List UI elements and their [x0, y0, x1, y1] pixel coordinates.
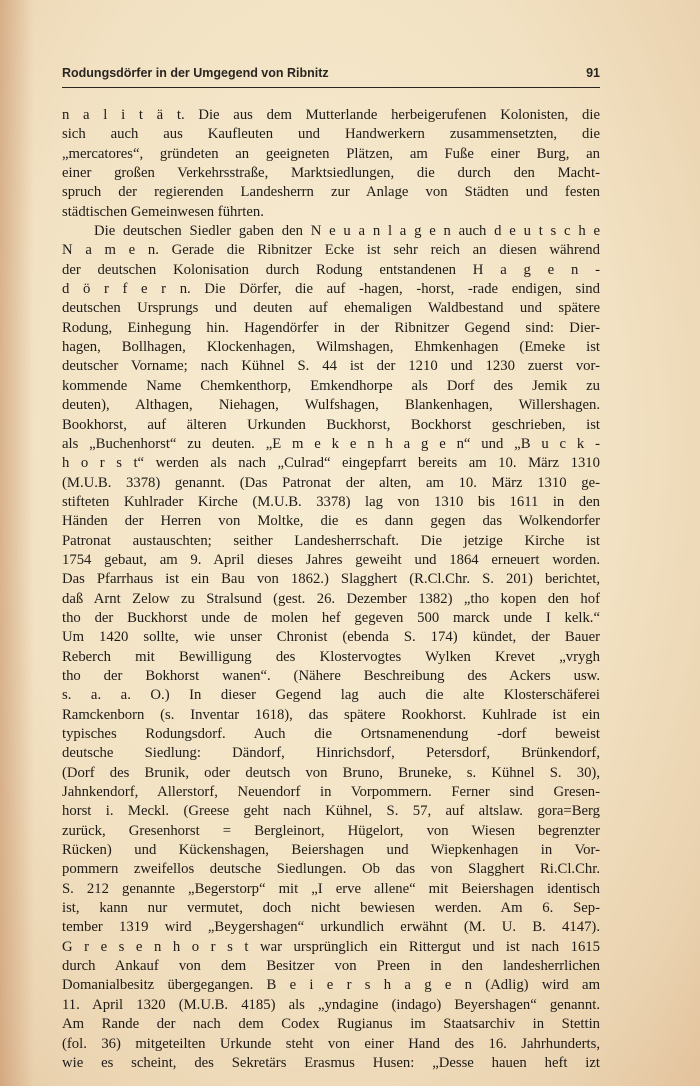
text-line: deuten), Althagen, Niehagen, Wulfshagen, Blankenhagen, Willershagen. — [62, 397, 600, 414]
text-line: h o r s t“ werden als nach „Culrad“ eingepfarrt bereits am 10. März 1310 — [62, 455, 600, 472]
text-line: tho der Bokhorst wanen“. (Nähere Beschreibung des Ackers usw. — [62, 667, 600, 684]
text-line: als „Buchenhorst“ zu deuten. „E m e k e n h a g e n“ und „B u c k - — [62, 435, 600, 452]
text-line: „mercatores“, gründeten an geeigneten Plätzen, am Fuße einer Burg, an — [62, 145, 600, 162]
text-line: hagen, Bollhagen, Klockenhagen, Wilmshagen, Ehmkenhagen (Emeke ist — [62, 339, 600, 356]
text-line: Am Rande der nach dem Codex Rugianus im Staatsarchiv in Stettin — [62, 1016, 600, 1033]
text-line: 11. April 1320 (M.U.B. 4185) als „yndagine (indago) Beyershagen“ genannt. — [62, 996, 600, 1013]
text-line: tember 1319 wird „Beygershagen“ urkundlich erwähnt (M. U. B. 4147). — [62, 919, 600, 936]
body-text — [62, 106, 600, 1073]
text-line: typisches Rodungsdorf. Auch die Ortsnamenendung -dorf beweist — [62, 726, 600, 742]
text-line: deutscher Vorname; nach Kühnel S. 44 ist der 1210 und 1230 zuerst vor- — [62, 358, 600, 375]
text-line: (Dorf des Brunik, oder deutsch von Bruno, Bruneke, s. Kühnel S. 30), — [62, 764, 600, 781]
text-line: einer großen Verkehrsstraße, Marktsiedlungen, die durch den Macht- — [62, 165, 600, 182]
text-line: pommern zweifellos deutsche Siedlungen. Ob das von Slagghert Ri.Cl.Chr. — [62, 861, 600, 878]
text-line: s. a. a. O.) In dieser Gegend lag auch die alte Klosterschäferei — [62, 687, 600, 704]
text-line: Patronat austauschten; seither Landesherrschaft. Die jetzige Kirche ist — [62, 532, 600, 549]
binding-shadow — [0, 0, 34, 1086]
page-number: 91 — [586, 66, 600, 80]
text-line: der deutschen Kolonisation durch Rodung entstandenen H a g e n - — [62, 261, 600, 278]
text-line: durch Ankauf von dem Besitzer von Preen in den landesherrlichen — [62, 958, 600, 975]
text-line: 1754 gebaut, am 9. April dieses Jahres geweiht und 1864 erneuert worden. — [62, 551, 600, 568]
text-line: zurück, Gresenhorst = Bergleinort, Hügelort, von Wiesen begrenzter — [62, 822, 600, 839]
text-line: sich auch aus Kaufleuten und Handwerkern zusammensetzten, die — [62, 126, 600, 143]
text-line: deutschen Ursprungs und deuten auf ehemaligen Waldbestand und spätere — [62, 300, 600, 317]
text-line: Bookhorst, auf älteren Urkunden Buckhorst, Bockhorst geschrieben, ist — [62, 416, 600, 433]
text-line: horst i. Meckl. (Greese geht nach Kühnel, S. 57, auf altslaw. gora=Berg — [62, 803, 600, 820]
text-line: d ö r f e r n. Die Dörfer, die auf -hagen, -horst, -rade endigen, sind — [62, 281, 600, 298]
text-line: (M.U.B. 3378) genannt. (Das Patronat der alten, am 10. März 1310 ge- — [62, 474, 600, 491]
text-line: G r e s e n h o r s t war ursprünglich ein Rittergut und ist nach 1615 — [62, 938, 600, 955]
text-line: Rücken) und Kückenshagen, Beiershagen und Wiepkenhagen in Vor- — [62, 842, 600, 859]
text-line: städtischen Gemeinwesen führten. — [62, 203, 264, 220]
text-line: S. 212 genannte „Begerstorp“ mit „I erve allene“ mit Beiershagen identisch — [62, 880, 600, 897]
text-line: Händen der Herren von Moltke, die es dann gegen das Wolkendorfer — [62, 513, 600, 530]
text-line: daß Arnt Zelow zu Stralsund (gest. 26. Dezember 1382) „tho kopen den hof — [62, 590, 600, 607]
text-line: spruch der regierenden Landesherrn zur Anlage von Städten und festen — [62, 184, 600, 201]
text-line: Ramckenborn (s. Inventar 1618), das spätere Rookhorst. Kuhlrade ist ein — [62, 706, 600, 723]
text-line: wie es scheint, des Sekretärs Erasmus Husen: „Desse hauen heft izt — [62, 1054, 600, 1071]
text-line: tho der Buckhorst unde de molen hef gegeven 500 marck unde I kelk.“ — [62, 609, 600, 626]
text-line: Um 1420 sollte, wie unser Chronist (ebenda S. 174) kündet, der Bauer — [62, 629, 600, 646]
paragraph — [62, 222, 600, 1073]
text-line: (fol. 36) mitgeteilten Urkunde steht von einer Hand des 16. Jahrhunderts, — [62, 1035, 600, 1052]
text-line: Reberch mit Bewilligung des Klostervogtes Wylken Krevet „vrygh — [62, 648, 600, 665]
text-line: ist, kann nur vermutet, doch nicht bewiesen werden. Am 6. Sep- — [62, 900, 600, 917]
running-title: Rodungsdörfer in der Umgegend von Ribnitz — [62, 66, 329, 80]
paragraph — [62, 106, 600, 222]
text-line: Das Pfarrhaus ist ein Bau von 1862.) Slagghert (R.Cl.Chr. S. 201) berichtet, — [62, 571, 600, 588]
text-line: deutsche Siedlung: Dändorf, Hinrichsdorf, Petersdorf, Brünkendorf, — [62, 745, 600, 762]
text-line: Rodung, Einhegung hin. Hagendörfer in der Ribnitzer Gegend sind: Dier- — [62, 319, 600, 336]
text-line: Die deutschen Siedler gaben den N e u a n l a g e n auch d e u t s c h e — [94, 223, 600, 240]
page-header — [62, 66, 600, 80]
text-line: Domanialbesitz übergegangen. B e i e r s h a g e n (Adlig) wird am — [62, 977, 600, 994]
text-line: Jahnkendorf, Allerstorf, Neuendorf in Vorpommern. Ferner sind Gresen- — [62, 784, 600, 801]
text-line: stifteten Kuhlrader Kirche (M.U.B. 3378) lag von 1310 bis 1611 in den — [62, 493, 600, 510]
text-line: kommende Name Chemkenthorp, Emkendhorpe als Dorf des Jemik zu — [62, 377, 600, 394]
text-line: N a m e n. Gerade die Ribnitzer Ecke ist sehr reich an diesen während — [62, 242, 600, 259]
text-line: n a l i t ä t. Die aus dem Mutterlande herbeigerufenen Kolonisten, die — [62, 107, 600, 123]
header-rule — [62, 87, 600, 88]
